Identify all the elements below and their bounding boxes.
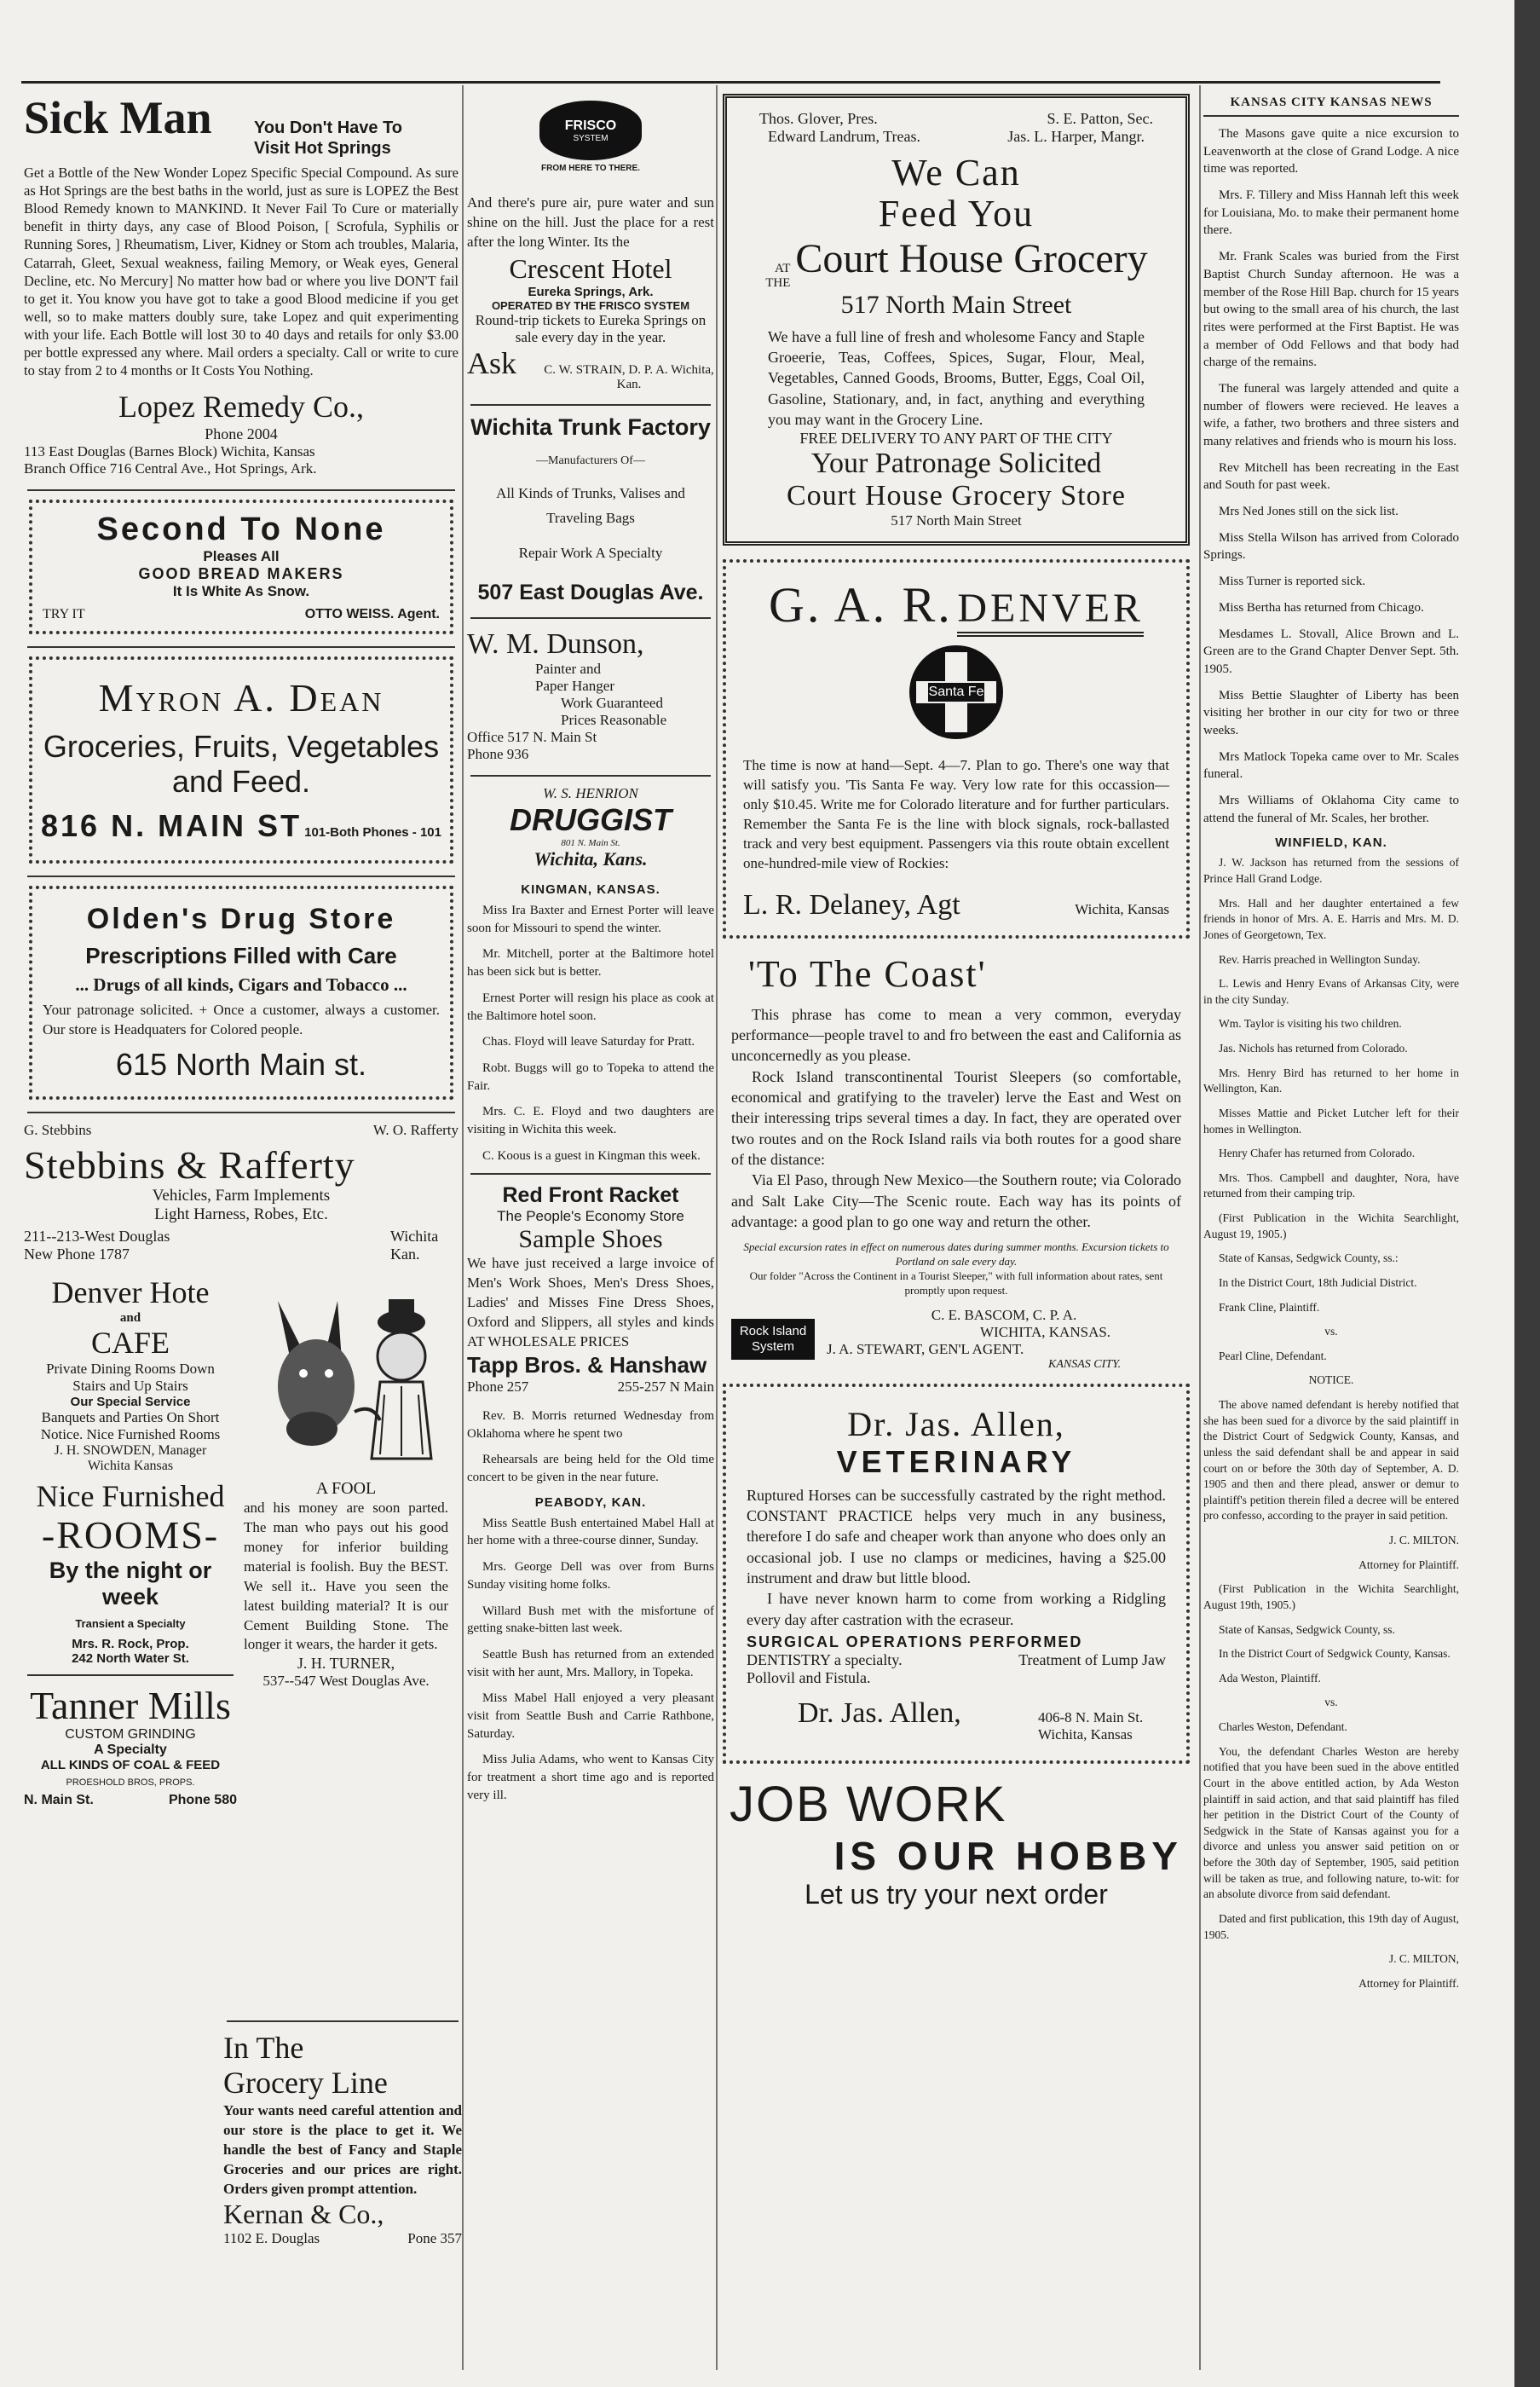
legal-line: In the District Court of Sedgwick County, Kansas.	[1219, 1647, 1451, 1661]
santa-fe-logo	[909, 645, 1003, 739]
mills-name: Tanner Mills	[30, 1683, 231, 1727]
dunson-l6: Phone 936	[467, 746, 529, 763]
stebbins-left: G. Stebbins	[24, 1121, 92, 1138]
winfield-item: Rev. Harris preached in Wellington Sunday.	[1219, 952, 1421, 966]
frisco-logo2: SYSTEM	[573, 133, 609, 143]
olden-name: Olden's Drug Store	[86, 903, 396, 936]
kingman-item: Miss Ira Baxter and Ernest Porter will leave soon for Missouri to spend the winter.	[467, 904, 714, 935]
legal-line: Dated and first publication, this 19th day of August, 1905.	[1203, 1911, 1459, 1941]
second-line4: TRY IT	[43, 607, 85, 622]
column-3	[718, 94, 1195, 1922]
olden-address: 615 North Main st.	[115, 1047, 367, 1083]
frisco-place: Eureka Springs, Ark.	[528, 285, 654, 300]
allen-body2: I have never known harm to come from working a Ridgling every day after castration with the ecraseur.	[747, 1590, 1166, 1628]
tanner-mills-ad	[24, 1685, 237, 1809]
allen-dent: DENTISTRY a specialty.	[747, 1650, 903, 1668]
frisco-logo3: FROM HERE TO THERE.	[541, 164, 640, 173]
dunson-l4: Prices Reasonable	[561, 712, 667, 729]
legal-line: The above named defendant is hereby notified that she has been sued for a divorce by the said plaintiff in the District Court of Sedgwick County, Kansas, and unless the said defendant shall be and appear in said court on or before the 30th day of September, A. D. 1905 and then and there plead, answer or demur to plaintiff's petition therein filed a decree will be entered pro confesso, according to the prayer in said petition.	[1203, 1398, 1459, 1523]
coast-note2: Our folder "Across the Continent in a Tourist Sleeper," with full information about rates, sent promptly upon request.	[749, 1269, 1163, 1297]
coast-head: 'To The Coast'	[748, 952, 987, 995]
racket-firm: Tapp Bros. & Hanshaw	[467, 1352, 707, 1378]
fool-name: J. H. TURNER,	[297, 1655, 395, 1673]
kingman-item: C. Koous is a guest in Kingman this week.	[482, 1148, 701, 1163]
stebbins-phone: New Phone 1787	[24, 1246, 130, 1263]
second-line2: GOOD BREAD MAKERS	[138, 565, 344, 583]
ch-address2: 517 North Main Street	[891, 512, 1022, 529]
denver-l6: J. H. SNOWDEN, Manager	[54, 1442, 207, 1458]
mills-l5: N. Main St.	[24, 1793, 94, 1808]
allen-surg: SURGICAL OPERATIONS PERFORMED	[747, 1633, 1083, 1650]
legal-line: State of Kansas, Sedgwick County, ss.:	[1219, 1251, 1399, 1265]
ch-n3: Edward Landrum, Treas.	[768, 128, 920, 145]
frisco-body: And there's pure air, pure water and sun shine on the hill. Just the place for a rest after the long Winter. Its the	[467, 194, 714, 250]
dunson-name: W. M. Dunson,	[467, 627, 644, 660]
second-line1: Pleases All	[203, 548, 280, 565]
trunk-name: Wichita Trunk Factory	[470, 414, 711, 441]
druggist-name: W. S. HENRION	[543, 785, 638, 802]
dunson-l5: Office 517 N. Main St	[467, 729, 597, 746]
news-item: Mrs. F. Tillery and Miss Hannah left this week for Louisiana, Mo. to make their permanent home there.	[1203, 188, 1459, 238]
coast-a3: J. A. STEWART, GEN'L AGENT.	[827, 1340, 1024, 1357]
denver-and: and	[119, 1310, 141, 1325]
myron-dean-ad	[29, 656, 453, 864]
masthead: KANSAS CITY KANSAS NEWS	[1203, 95, 1459, 117]
racket-phone: Phone 257	[467, 1378, 529, 1396]
frisco-trip: Round-trip tickets to Eureka Springs on sale every day in the year.	[475, 312, 707, 346]
legal-line: Pearl Cline, Defendant.	[1219, 1349, 1327, 1362]
frisco-ad	[467, 101, 714, 392]
ch-n4: Jas. L. Harper, Mangr.	[1007, 128, 1145, 145]
winfield-item: Mrs. Henry Bird has returned to her home in Wellington, Kan.	[1203, 1066, 1459, 1095]
grocery-body: Your wants need careful attention and our store is the place to get it. We handle the best of Fancy and Staple Groceries and our prices are right. Orders given prompt attention.	[223, 2101, 462, 2197]
frisco-logo1: FRISCO	[564, 118, 617, 133]
legal-line: Charles Weston, Defendant.	[1219, 1720, 1347, 1733]
ch-address: 517 North Main Street	[840, 290, 1072, 319]
news-item: Miss Bertha has returned from Chicago.	[1219, 600, 1424, 615]
mills-l1: CUSTOM GRINDING	[65, 1727, 196, 1743]
kingman-item: Mr. Mitchell, porter at the Baltimore hotel has been sick but is better.	[467, 947, 714, 980]
grocery-name: Kernan & Co.,	[223, 2199, 384, 2230]
fool-body: and his money are soon parted. The man who pays out his good money for inferior building material is foolish. Buy the BEST. We sell it.. Have you seen the latest building material? It is our Cement Building Stone. The longer it wears, the harder it gets.	[244, 1499, 448, 1653]
court-house-grocery-ad	[723, 94, 1190, 546]
rooms-l3: By the night or week	[49, 1557, 212, 1610]
allen-sign: Dr. Jas. Allen,	[798, 1696, 961, 1729]
peabody-news	[467, 1495, 714, 1805]
legal-line: Attorney for Plaintiff.	[1358, 1558, 1459, 1571]
legal-line: (First Publication in the Wichita Searchlight, August 19th, 1905.)	[1203, 1582, 1459, 1611]
dunson-l3: Work Guaranteed	[561, 695, 663, 712]
olden-line2: ... Drugs of all kinds, Cigars and Tobacco ...	[75, 974, 407, 996]
legal-line: vs.	[1324, 1325, 1338, 1338]
dean-name: Myron A. Dean	[98, 676, 384, 720]
druggist-address: 801 N. Main St.	[561, 838, 620, 849]
coast-body1: This phrase has come to mean a very common, everyday performance—people travel to and fro between the east and California as unconcernedly as you please.	[731, 1005, 1181, 1065]
second-agent: OTTO WEISS. Agent.	[304, 607, 440, 622]
red-front-racket-ad	[467, 1183, 714, 1396]
stebbins-right: W. O. Rafferty	[372, 1121, 459, 1138]
olden-line3: Your patronage solicited. + Once a customer, always a customer. Our store is Headquaters for Colored people.	[43, 1002, 440, 1038]
peabody-head: PEABODY, KAN.	[534, 1494, 647, 1510]
kingman-head: KINGMAN, KANSAS.	[521, 882, 660, 898]
grocery-h1: In The	[223, 2031, 304, 2065]
peabody-item: Miss Julia Adams, who went to Kansas City for treatment a short time ago and is reported very ill.	[467, 1753, 714, 1802]
rooms-l2: -ROOMS-	[41, 1513, 220, 1558]
legal-line: J. C. MILTON,	[1388, 1952, 1459, 1966]
allen-poll: Pollovil and Fistula.	[747, 1668, 871, 1686]
rooms-l4: Transient a Specialty	[75, 1616, 186, 1630]
stebbins-address: 211--213-West Douglas	[24, 1228, 170, 1246]
legal-notice-weston	[1203, 1581, 1459, 1991]
allen-body: Ruptured Horses can be successfully castrated by the right method. CONSTANT PRACTICE helps very much in any business, therefore I do safe and cheaper work than anyone who does only an occasional job. I use no clamps or medicines, having a $25.00 instrument and draw but little blood.	[747, 1486, 1166, 1587]
gar-h1: G. A. R.	[769, 577, 953, 633]
lopez-address2: Branch Office 716 Central Ave., Hot Springs, Ark.	[24, 459, 317, 477]
column-rule	[1199, 85, 1201, 2370]
denver-l1: Private Dining Rooms Down	[46, 1360, 215, 1377]
news-item: Mr. Frank Scales was buried from the First Baptist Church Sunday afternoon. He was a member of the Rose Hill Bap. church for 15 years but owing to the small area of his church, the last rites were performed at the First Baptist. He was a member of Odd Fellows and that body had charge of the remains.	[1203, 250, 1459, 370]
dean-phones: 101-Both Phones - 101	[304, 824, 441, 840]
news-item: Mrs Matlock Topeka came over to Mr. Scales funeral.	[1203, 749, 1459, 782]
legal-notice-cline	[1203, 1211, 1459, 1573]
mills-l3: ALL KINDS OF COAL & FEED	[40, 1758, 221, 1773]
gar-city: Wichita, Kansas	[1075, 900, 1169, 917]
job-h1: JOB WORK	[730, 1776, 1007, 1832]
legal-line: NOTICE.	[1308, 1373, 1354, 1387]
racket-head: Sample Shoes	[518, 1225, 663, 1254]
fool-head: A FOOL	[315, 1478, 377, 1498]
lopez-address1: 113 East Douglas (Barnes Block) Wichita, Kansas	[24, 442, 315, 459]
rooms-l5: Mrs. R. Rock, Prop.	[72, 1636, 189, 1651]
dunson-l2: Paper Hanger	[535, 678, 614, 695]
ch-store: Court House Grocery Store	[787, 480, 1126, 512]
denver-l3: Our Special Service	[70, 1394, 191, 1409]
frisco-logo	[539, 101, 642, 160]
denver-hotel-row	[24, 1275, 459, 1474]
winfield-item: Wm. Taylor is visiting his two children.	[1219, 1017, 1402, 1031]
grocery-phone: Pone 357	[407, 2230, 462, 2247]
rock-island-logo: Rock Island System	[731, 1319, 815, 1360]
racket-name: Red Front Racket	[502, 1183, 679, 1208]
trunk-address: 507 East Douglas Ave.	[477, 580, 704, 604]
legal-line: Ada Weston, Plaintiff.	[1219, 1671, 1321, 1685]
stebbins-line1: Vehicles, Farm Implements	[152, 1187, 331, 1205]
druggist-ad	[467, 785, 714, 870]
news-item: The funeral was largely attended and quite a number of flowers were recieved. He leaves a wife, a father, two brothers and three sisters and many relatives and friends who is mourn his loss.	[1203, 381, 1459, 448]
frisco-op: OPERATED BY THE FRISCO SYSTEM	[491, 299, 690, 313]
rooms-ad	[24, 1479, 237, 1666]
legal-line: vs.	[1324, 1696, 1338, 1709]
oldens-drug-store-ad	[29, 886, 453, 1099]
news-item: Miss Turner is reported sick.	[1219, 575, 1366, 589]
legal-line: State of Kansas, Sedgwick County, ss.	[1219, 1622, 1395, 1636]
dean-address: 816 N. MAIN ST	[41, 807, 303, 843]
news-item: Rev Mitchell has been recreating in the East and South for past week.	[1203, 460, 1459, 493]
legal-line: In the District Court, 18th Judicial District.	[1219, 1275, 1417, 1289]
peabody-item: Miss Seattle Bush entertained Mabel Hall at her home with a three-course dinner, Sunday.	[467, 1516, 714, 1548]
winfield-item: Mrs. Hall and her daughter entertained a few friends in honor of Mrs. A. E. Harris and Mrs. M. D. Jones of Georgetown, Tex.	[1203, 896, 1459, 941]
ch-n2: S. E. Patton, Sec.	[1047, 110, 1153, 127]
peabody-item: Mrs. George Dell was over from Burns Sunday visiting home folks.	[467, 1560, 714, 1592]
legal-line: Attorney for Plaintiff.	[1358, 1976, 1459, 1990]
kingman-item: Ernest Porter will resign his place as cook at the Baltimore hotel soon.	[467, 991, 714, 1023]
winfield-item: Henry Chafer has returned from Colorado.	[1219, 1147, 1416, 1160]
denver-l7: Wichita Kansas	[87, 1458, 174, 1473]
winfield-item: L. Lewis and Henry Evans of Arkansas City, were in the city Sunday.	[1203, 977, 1459, 1006]
job-h2: IS OUR HOBBY	[833, 1833, 1183, 1878]
frisco-ask: Ask	[467, 346, 517, 381]
gar-denver-ad	[723, 559, 1190, 939]
trunk-mfr: —Manufacturers Of—	[536, 454, 645, 468]
druggist-city: Wichita, Kans.	[534, 848, 648, 870]
second-to-none-ad	[29, 500, 453, 635]
gar-body: The time is now at hand—Sept. 4—7. Plan to go. There's one way that will satisfy you. 'Tis Santa Fe way. Very low rate for this occassion—only $10.45. Write me for Colorado literature and for further particulars. Remember the Santa Fe is the line with block signals, rock-ballasted track and very best equipment. Passengers via this route obtain excellent one-hundred-mile view of Rockies:	[743, 757, 1169, 871]
sick-man-body: Get a Bottle of the New Wonder Lopez Specific Special Compound. As sure as Hot Springs are the best baths in the world, just as sure is LOPEZ the Best Blood Remedy known to MANKIND. It Never Fail To Cure or materially benefit in thirty days, any case of Blood Poison, [ Scrofula, Syphilis or Running Sores, ] Rheumatism, Liver, Kidney or Stom ach troubles, Malaria, Catarrah, Gleet, Sexual weakness, failing Memory, or Weak eyes, General Decline, etc. No Mercury] No matter how bad or where you live DON'T fail to get it. You know you have got to take a good Blood medicine if you get well, so to make matters doubly sure, take Lopez and quit experimenting with your life. Each Bottle will lost 30 to 40 days and retails for only $3.00 per bottle expressed any where. Mail orders a specialty. Call or write to cure to stay from 2 to 4 months or It Costs You Nothing.	[24, 165, 459, 379]
kingman-item: Robt. Buggs will go to Topeka to attend the Fair.	[467, 1061, 714, 1093]
coast-a2: WICHITA, KANSAS.	[980, 1323, 1111, 1340]
second-to-none-title: Second To None	[96, 511, 386, 547]
gar-h2: DENVER	[957, 585, 1144, 637]
fool-grocery-column	[244, 1479, 448, 1809]
sick-man-tag2: Visit Hot Springs	[254, 139, 391, 158]
olden-line1: Prescriptions Filled with Care	[85, 943, 397, 969]
dunson-ad	[467, 627, 714, 763]
misc-news	[467, 1407, 714, 1487]
mills-l2: A Specialty	[94, 1743, 167, 1758]
allen-lump: Treatment of Lump Jaw	[1018, 1650, 1166, 1668]
denver-l2: Stairs and Up Stairs	[72, 1377, 188, 1394]
coast-a4: KANSAS CITY.	[1048, 1357, 1122, 1371]
ch-free: FREE DELIVERY TO ANY PART OF THE CITY	[799, 430, 1113, 448]
allen-name: Dr. Jas. Allen,	[847, 1404, 1065, 1443]
trunk-l2: Repair Work A Specialty	[518, 544, 663, 561]
dr-allen-ad	[723, 1384, 1190, 1764]
lopez-phone: Phone 2004	[205, 425, 278, 442]
legal-line: Frank Cline, Plaintiff.	[1219, 1300, 1320, 1314]
trunk-factory-ad	[467, 414, 714, 605]
frisco-agent: C. W. STRAIN, D. P. A. Wichita, Kan.	[544, 363, 714, 392]
denver-l4: Banquets and Parties On Short	[41, 1408, 220, 1425]
mills-l4: PROESHOLD BROS, PROPS.	[66, 1777, 195, 1789]
dunson-l1: Painter and	[535, 661, 601, 678]
kingman-item: Mrs. C. E. Floyd and two daughters are visiting in Wichita this week.	[467, 1105, 714, 1136]
rooms-l1: Nice Furnished	[36, 1478, 225, 1513]
page-edge	[1514, 0, 1540, 2387]
column-4	[1203, 95, 1459, 2000]
rooms-mills-column	[24, 1479, 237, 1809]
ch-h3: Court House Grocery	[795, 235, 1148, 281]
fool-ad	[244, 1479, 448, 1691]
second-line3: It Is White As Snow.	[172, 583, 310, 600]
winfield-item: J. W. Jackson has returned from the sessions of Prince Hall Grand Lodge.	[1203, 856, 1459, 885]
denver-l5: Notice. Nice Furnished Rooms	[40, 1425, 221, 1442]
column-2	[467, 94, 714, 1812]
news-item: Mesdames L. Stovall, Alice Brown and L. Green are to the Grand Chapter Denver Sept. 5th. 1905.	[1203, 627, 1459, 676]
ch-h1: We Can	[891, 152, 1021, 194]
peabody-item: Miss Mabel Hall enjoyed a very pleasant visit from Seattle Bush and Carrie Rathbone, Saturday.	[467, 1691, 714, 1741]
fool-cartoon-illustration	[244, 1275, 448, 1463]
column-rule	[462, 85, 464, 2370]
lopez-company: Lopez Remedy Co.,	[118, 390, 364, 425]
sick-man-title: Sick Man	[24, 94, 212, 143]
grocery-h2: Grocery Line	[223, 2066, 388, 2101]
winfield-item: Jas. Nichols has returned from Colorado.	[1219, 1042, 1408, 1055]
news-item: Miss Bettie Slaughter of Liberty has been visiting her brother in our city for two or three weeks.	[1203, 688, 1459, 737]
kingman-news	[467, 882, 714, 1165]
column-1	[24, 94, 459, 1808]
racket-sub: The People's Economy Store	[497, 1208, 684, 1225]
racket-address: 255-257 N Main	[617, 1378, 714, 1396]
job-work-ad	[718, 1776, 1195, 1910]
fool-address: 537--547 West Douglas Ave.	[262, 1673, 430, 1690]
stebbins-name: Stebbins & Rafferty	[24, 1142, 355, 1187]
news-item: Miss Stella Wilson has arrived from Colorado Springs.	[1203, 530, 1459, 563]
news-item: Mrs Ned Jones still on the sick list.	[1219, 505, 1399, 519]
gar-agent: L. R. Delaney, Agt	[743, 888, 960, 921]
to-the-coast-ad	[718, 952, 1195, 1372]
peabody-item: Seattle Bush has returned from an extended visit with her aunt, Mrs. Mallory, in Topeka.	[467, 1647, 714, 1679]
misc-item: Rehearsals are being held for the Old time concert to be given in the near future.	[467, 1453, 714, 1485]
coast-body2: Rock Island transcontinental Tourist Sleepers (so comfortable, economical and gratifying to the traveler) lerve the East and West on their interessing trips several times a day. In fact, they are operated over two routes and on the Rock Island rails via both routes for a good share of the distance:	[731, 1067, 1181, 1168]
legal-line: (First Publication in the Wichita Searchlight, August 19, 1905.)	[1203, 1211, 1459, 1240]
mills-l6: Phone 580	[168, 1793, 237, 1808]
legal-line: J. C. MILTON.	[1388, 1534, 1459, 1546]
sick-man-tag1: You Don't Have To	[254, 118, 403, 137]
trunk-l1: All Kinds of Trunks, Valises and Traveling Bags	[496, 485, 685, 527]
coast-body3: Via El Paso, through New Mexico—the Southern route; via Colorado and Salt Lake City—The Scenic route. Each way has its points of advantage: a good plan to go one way and return the other.	[731, 1171, 1181, 1230]
stebbins-line2: Light Harness, Robes, Etc.	[154, 1205, 328, 1224]
job-h3: Let us try your next order	[805, 1878, 1108, 1910]
ch-at: AT THE	[765, 261, 791, 290]
winfield-item: Mrs. Thos. Campbell and daughter, Nora, have returned from their camping trip.	[1203, 1170, 1459, 1200]
legal-line: You, the defendant Charles Weston are hereby notified that you have been sued in the above entitled Court in the above entitled action, by Ada Weston plaintiff in said action, and that said plaintiff has filed her petition in the District Court of the County of Sedgwick in the State of Kansas against you for a divorce and unless you answer said petition on or before the 30th day of September, 1905, said petition will be taken as true, and following nature, to-wit: for an absolute divorce from said defendant.	[1203, 1744, 1459, 1901]
allen-title: VETERINARY	[836, 1443, 1076, 1479]
allen-address: 406-8 N. Main St. Wichita, Kansas	[1038, 1708, 1144, 1743]
rooms-l6: 242 North Water St.	[72, 1650, 189, 1666]
stebbins-rafferty-ad	[24, 1122, 459, 1264]
kingman-item: Chas. Floyd will leave Saturday for Pratt.	[482, 1035, 695, 1049]
racket-body: We have just received a large invoice of Men's Work Shoes, Men's Dress Shoes, Ladies' and Misses Fine Dress Shoes, Oxford and Slippers, all styles and kinds AT WHOLESALE PRICES	[467, 1255, 714, 1350]
ch-n1: Thos. Glover, Pres.	[759, 110, 878, 127]
crescent-hotel: Crescent Hotel	[509, 252, 672, 284]
grocery-line-ad	[223, 2012, 462, 2247]
coast-note1: Special excursion rates in effect on numerous dates during summer months. Excursion tickets to Portland on sale every day.	[743, 1240, 1169, 1269]
druggist-title: DRUGGIST	[509, 802, 672, 838]
peabody-item: Willard Bush met with the misfortune of getting snake-bitten last week.	[467, 1604, 714, 1636]
news-item: The Masons gave quite a nice excursion to Leavenworth at the close of Grand Lodge. A nice time was reported.	[1203, 127, 1459, 176]
denver-hotel-ad	[24, 1275, 237, 1474]
ch-body: We have a full line of fresh and wholesome Fancy and Staple Groeerie, Teas, Coffees, Spices, Sugar, Flour, Meal, Vegetables, Canned Goods, Brooms, Butter, Eggs, Coal Oil, Gasoline, Stationary, and, in fact, anything and everything you may want in the Grocery Line.	[768, 327, 1145, 428]
santa-fe-label: Santa Fe	[928, 683, 984, 702]
stebbins-city: Wichita Kan.	[390, 1228, 439, 1263]
winfield-head: WINFIELD, KAN.	[1275, 835, 1387, 851]
dean-line: Groceries, Fruits, Vegetables and Feed.	[43, 728, 440, 800]
sick-man-ad	[24, 94, 459, 477]
misc-item: Rev. B. Morris returned Wednesday from Oklahoma where he spent two	[467, 1409, 714, 1441]
winfield-item: Misses Mattie and Picket Lutcher left for their homes in Wellington.	[1203, 1106, 1459, 1136]
top-rule	[21, 81, 1440, 84]
kck-news	[1203, 125, 1459, 1202]
denver-name: Denver Hote	[51, 1275, 210, 1310]
news-item: Mrs Williams of Oklahoma City came to attend the funeral of Mr. Scales, her brother.	[1203, 794, 1459, 825]
coast-a1: C. E. BASCOM, C. P. A.	[931, 1306, 1077, 1323]
denver-cafe: CAFE	[90, 1325, 170, 1360]
grocery-address: 1102 E. Douglas	[223, 2230, 320, 2247]
ch-patronage: Your Patronage Solicited	[810, 448, 1102, 480]
ch-h2: Feed You	[878, 193, 1035, 235]
